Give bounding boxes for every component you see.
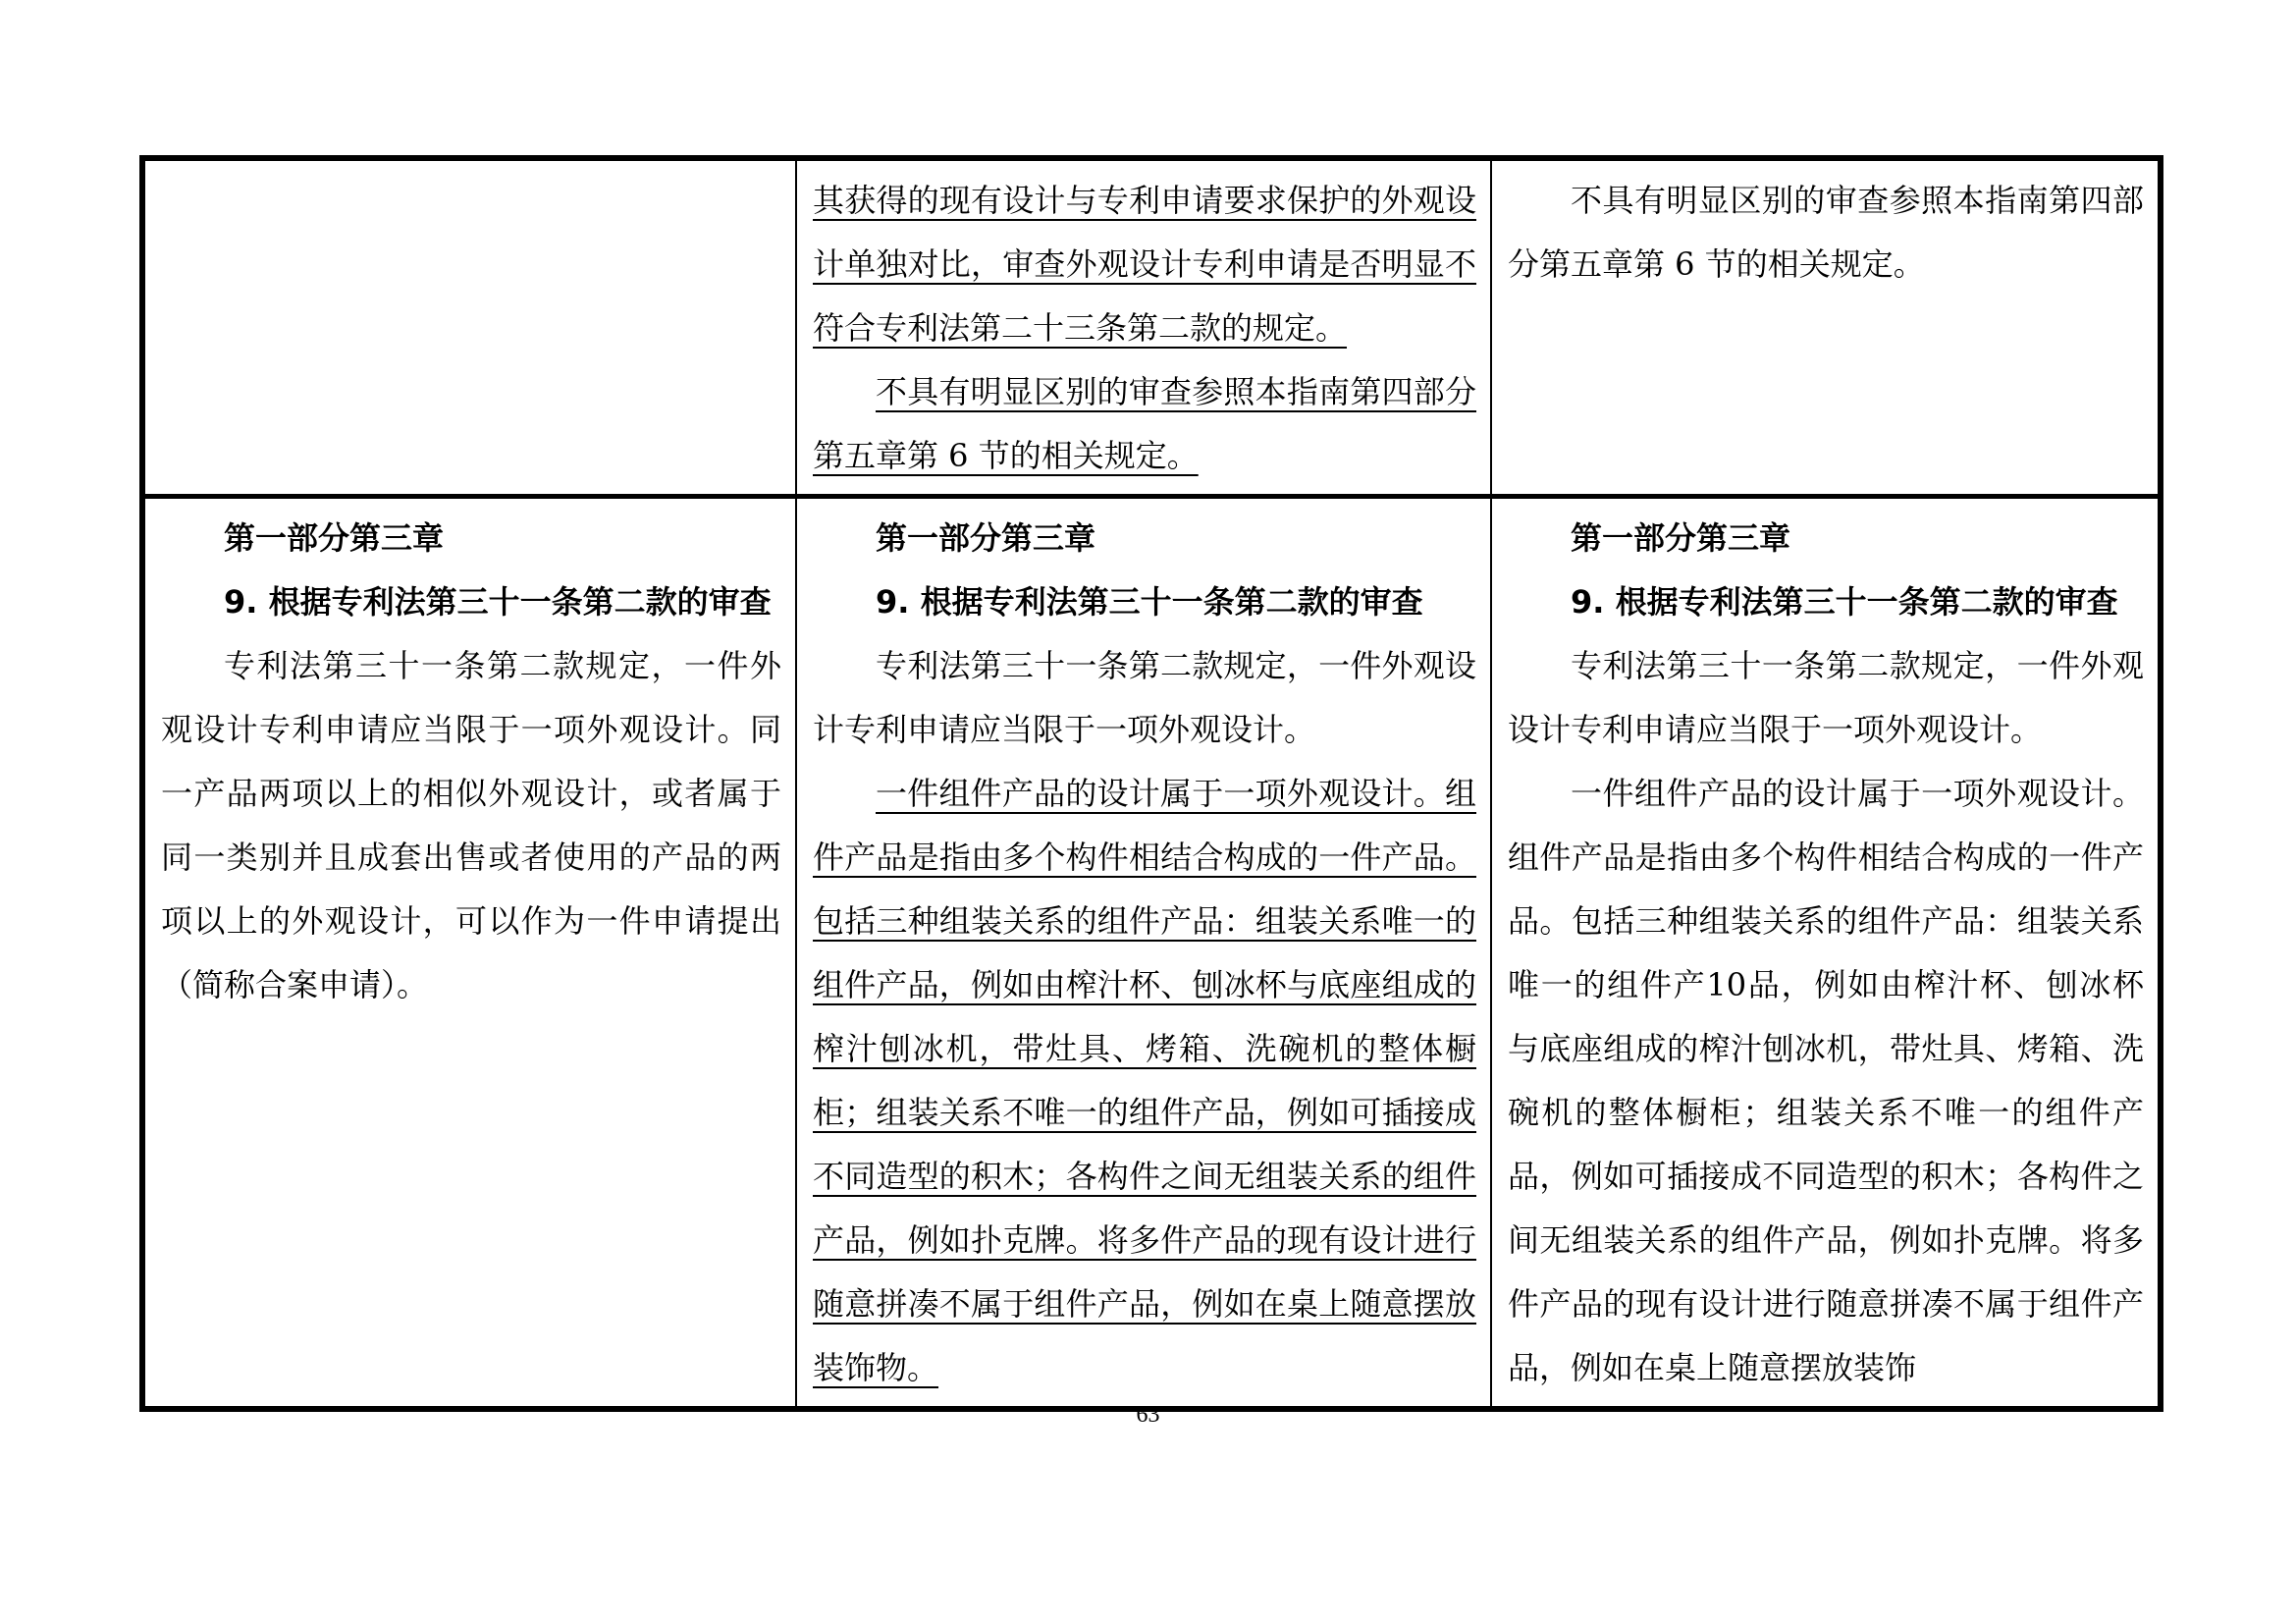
subsection-heading: 9. 根据专利法第三十一条第二款的审查 — [876, 583, 1423, 621]
underlined-text: 一件组件产品的设计属于一项外观设计。组件产品是指由多个构件相结合构成的一件产品。包括三种组装关系的组件产品：组装关系唯一的组件产品，例如由榨汁杯、刨冰杯与底座组成的榨汁刨冰机，带灶具、烤箱、洗碗机的整体橱柜；组装关系不唯一的组件产品，例如可插接成不同造型的积木；各构件之间无组装关系的组件产品，例如扑克牌。将多件产品的现有设计进行随意拼凑不属于组件产品，例如在桌上随意摆放装饰物。 — [813, 775, 1476, 1386]
cell-row2-col3 — [1491, 497, 2161, 1410]
paragraph: 专利法第三十一条第二款规定，一件外观设计专利申请应当限于一项外观设计。 — [1508, 647, 2144, 748]
paragraph: 不具有明显区别的审查参照本指南第四部分第五章第 6 节的相关规定。 — [1508, 182, 2144, 283]
cell-row1-col3 — [1491, 158, 2161, 497]
subsection-heading: 9. 根据专利法第三十一条第二款的审查 — [1571, 583, 2118, 621]
section-heading: 第一部分第三章 — [224, 519, 445, 557]
cell-row2-col1 — [142, 497, 796, 1410]
paragraph — [813, 169, 1476, 360]
underlined-text: 不具有明显区别的审查参照本指南第四部分第五章第 6 节的相关规定。 — [813, 373, 1476, 474]
table-row — [142, 158, 2161, 497]
cell-row1-col2 — [796, 158, 1491, 497]
paragraph: 专利法第三十一条第二款规定，一件外观设计专利申请应当限于一项外观设计。 — [813, 647, 1476, 748]
cell-row1-col1 — [142, 158, 796, 497]
table-row — [142, 497, 2161, 1410]
paragraph: 一件组件产品的设计属于一项外观设计。组件产品是指由多个构件相结合构成的一件产品。包括三种组装关系的组件产品：组装关系唯一的组件产10品，例如由榨汁杯、刨冰杯与底座组成的榨汁刨冰机，带灶具、烤箱、洗碗机的整体橱柜；组装关系不唯一的组件产品，例如可插接成不同造型的积木；各构件之间无组装关系的组件产品，例如扑克牌。将多件产品的现有设计进行随意拼凑不属于组件产品，例如在桌上随意摆放装饰 — [1508, 775, 2144, 1386]
paragraph: 专利法第三十一条第二款规定，一件外观设计专利申请应当限于一项外观设计。同一产品两项以上的相似外观设计，或者属于同一类别并且成套出售或者使用的产品的两项以上的外观设计，可以作为一件申请提出（简称合案申请）。 — [161, 647, 781, 1003]
comparison-table — [139, 155, 2163, 1412]
cell-row2-col2 — [796, 497, 1491, 1410]
page-number: 63 — [1136, 1402, 1160, 1428]
section-heading: 第一部分第三章 — [876, 519, 1096, 557]
paragraph — [813, 762, 1476, 1400]
paragraph — [813, 360, 1476, 488]
underlined-text: 其获得的现有设计与专利申请要求保护的外观设计单独对比，审查外观设计专利申请是否明显不符合专利法第二十三条第二款的规定。 — [813, 182, 1476, 347]
subsection-heading: 9. 根据专利法第三十一条第二款的审查 — [224, 583, 772, 621]
section-heading: 第一部分第三章 — [1571, 519, 1791, 557]
